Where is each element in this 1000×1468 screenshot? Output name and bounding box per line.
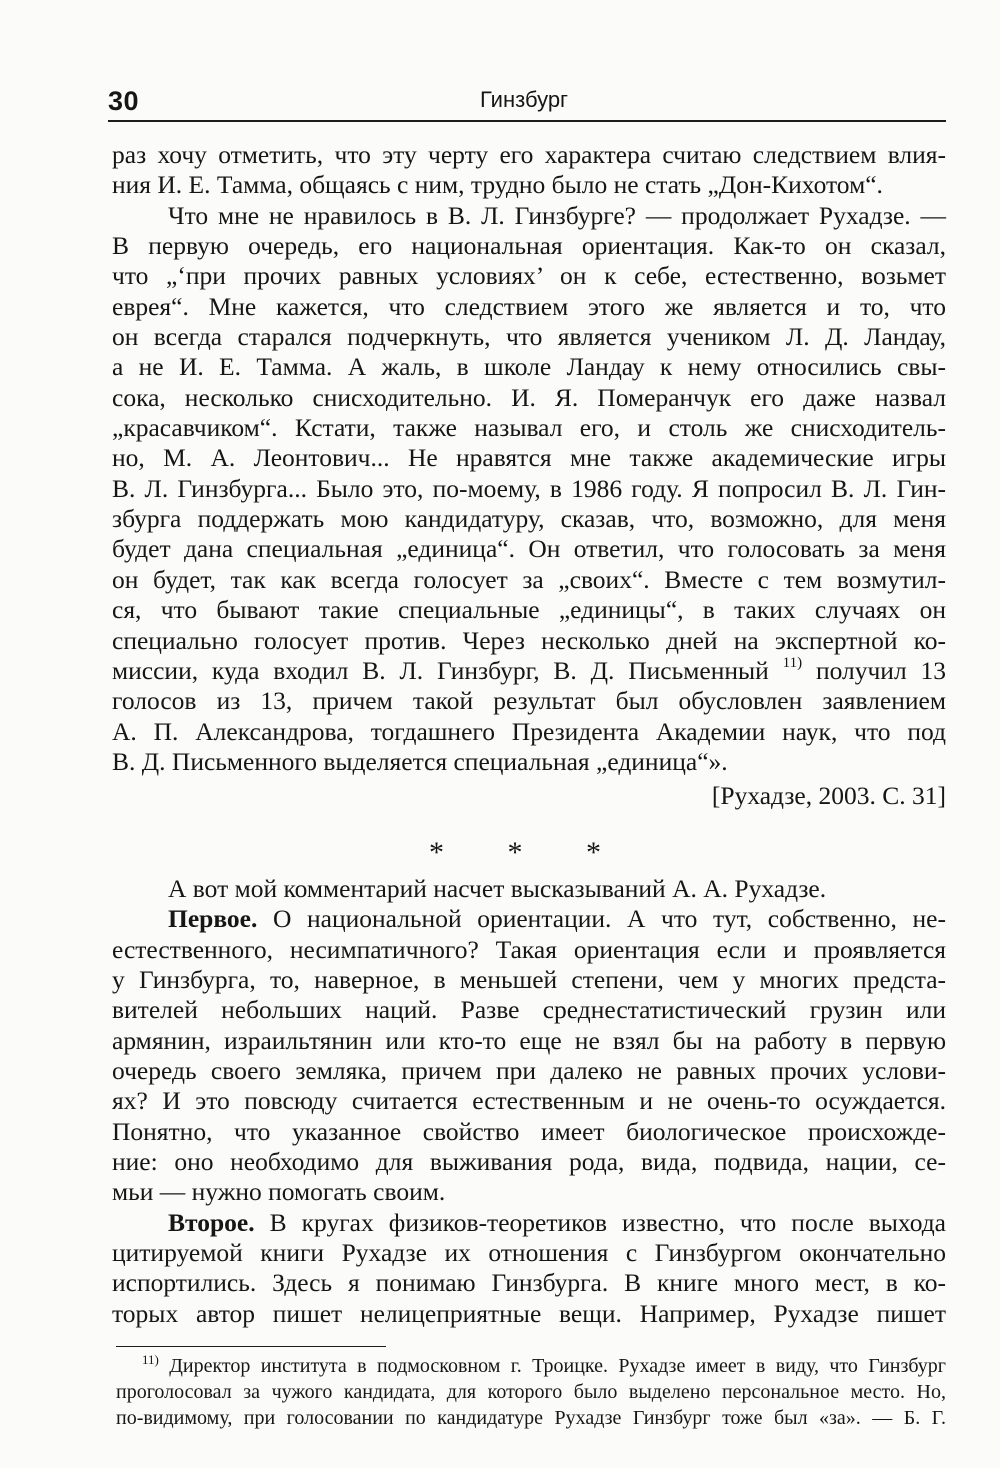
text-segment: получил 13 <box>815 655 947 685</box>
text-line: армянин, израильтянин или кто-то еще не взял бы на работу в первую <box>112 1025 946 1055</box>
running-head: Гинзбург <box>480 87 569 112</box>
text-line: Понятно, что указанное свойство имеет биологическое происхожде- <box>112 1116 946 1146</box>
text-line: „красавчиком“. Кстати, также называл его, и столь же снисходитель- <box>112 413 946 443</box>
text-line: цитируемой книги Рухадзе их отношения с Гинзбургом окончательно <box>112 1238 946 1268</box>
footnote-line <box>116 1353 946 1379</box>
text-line: очередь своего земляка, причем при далеко не равных прочих услови- <box>112 1055 946 1085</box>
run-in-heading: Первое. <box>168 904 258 934</box>
text-line: Что мне не нравилось в В. Л. Гинзбурге? — продолжает Рухадзе. — <box>168 200 946 230</box>
text-line: В. Д. Письменного выделяется специальная „единица“». <box>112 746 728 776</box>
text-line: А. П. Александрова, тогдашнего Президента Академии наук, что под <box>112 716 946 746</box>
text-line: но, М. А. Леонтович... Не нравятся мне также академические игры <box>112 443 946 473</box>
text-line: естественного, несимпатичного? Такая ориентация если и проявляется <box>112 934 946 964</box>
footnote-rule <box>116 1346 386 1347</box>
text-line: В первую очередь, его национальная ориентация. Как-то он сказал, <box>112 231 946 261</box>
footnote-line: проголосовал за чужого кандидата, для которого было выделено персональное место. Но, <box>116 1381 946 1403</box>
text-line: еврея“. Мне кажется, что следствием этого же является и то, что <box>112 291 946 321</box>
text-line <box>112 904 946 934</box>
text-line: вителей небольших наций. Разве среднестатистический грузин или <box>112 995 946 1025</box>
text-line: ния И. Е. Тамма, общаясь с ним, трудно было не стать „Дон-Кихотом“. <box>112 170 883 200</box>
text-line: он будет, так как всегда голосует за „своих“. Вместе с тем возмутил- <box>112 564 946 594</box>
text-line: ях? И это повсюду считается естественным и не очень-то осуждается. <box>112 1086 946 1116</box>
text-line: что „‘при прочих равных условиях’ он к себе, естественно, возьмет <box>112 261 946 291</box>
text-segment: Директор института в подмосковном г. Троицке. Рухадзе имеет в виду, что Гинзбург <box>169 1355 946 1377</box>
text-line: А вот мой комментарий насчет высказываний А. А. Рухадзе. <box>168 873 827 903</box>
text-line: будет дана специальная „единица“. Он ответил, что голосовать за меня <box>112 534 946 564</box>
text-line: В. Л. Гинзбурга... Было это, по-моему, в 1986 году. Я попросил В. Л. Гин- <box>112 473 946 503</box>
page-header <box>108 82 946 122</box>
main-text <box>112 140 946 1329</box>
text-line: а не И. Е. Тамма. А жаль, в школе Ландау к нему относились свы- <box>112 352 946 382</box>
text-line: испортились. Здесь я понимаю Гинзбурга. В книге много мест, в ко- <box>112 1268 946 1298</box>
text-line: ся, что бывают такие специальные „единицы“, в таких случаях он <box>112 595 946 625</box>
footnote-mark: 11) <box>142 1352 159 1367</box>
section-separator: * * * <box>429 835 629 869</box>
text-segment: О национальной ориентации. А что тут, собственно, не- <box>272 904 946 934</box>
text-line-with-footnote <box>112 656 946 686</box>
text-line: мьи — нужно помогать своим. <box>112 1177 446 1207</box>
header-rule <box>108 120 946 122</box>
text-line: раз хочу отметить, что эту черту его характера считаю следствием влия- <box>112 140 946 169</box>
text-line: ние: оно необходимо для выживания рода, вида, подвида, нации, се- <box>112 1147 946 1176</box>
footnote-reference[interactable]: 11) <box>782 654 803 671</box>
text-line: сока, несколько снисходительно. И. Я. Померанчук его даже назвал <box>112 382 946 412</box>
text-line: у Гинзбурга, то, наверное, в меньшей степени, чем у многих предста- <box>112 964 946 994</box>
text-line: он всегда старался подчеркнуть, что является учеником Л. Д. Ландау, <box>112 322 946 352</box>
text-segment: В кругах физиков-теоретиков известно, что после выхода <box>269 1207 947 1237</box>
footnote-line: по-видимому, при голосовании по кандидатуре Рухадзе Гинзбург тоже был «за». — Б. Г. <box>116 1407 946 1429</box>
text-line: голосов из 13, причем такой результат был обусловлен заявлением <box>112 686 946 716</box>
citation: [Рухадзе, 2003. С. 31] <box>711 781 946 811</box>
text-line: торых автор пишет нелицеприятные вещи. Например, Рухадзе пишет <box>112 1298 946 1328</box>
run-in-heading: Второе. <box>168 1207 255 1237</box>
page-number: 30 <box>108 86 140 116</box>
text-line: специально голосует против. Через несколько дней на экспертной ко- <box>112 625 946 655</box>
text-segment: миссии, куда входил В. Л. Гинзбург, В. Д. Письменный <box>112 655 769 685</box>
footnote <box>116 1353 946 1431</box>
text-line <box>112 1208 946 1238</box>
text-line: збурга поддержать мою кандидатуру, сказав, что, возможно, для меня <box>112 504 946 534</box>
